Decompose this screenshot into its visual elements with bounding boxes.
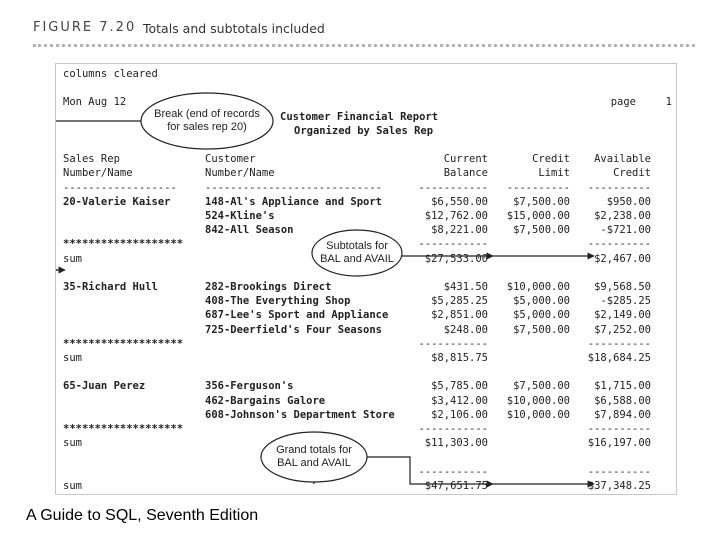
row-customer: 687-Lee's Sport and Appliance	[205, 309, 389, 322]
row-customer: 725-Deerfield's Four Seasons	[205, 323, 383, 336]
row-limit: $10,000.00	[506, 408, 570, 421]
sum-label: sum	[63, 437, 82, 450]
subtotal-dash-avail: ----------	[587, 423, 651, 435]
header-avail-line2: Credit	[613, 167, 651, 180]
subtotal-balance: $11,303.00	[424, 437, 488, 450]
row-balance: $2,851.00	[431, 309, 488, 322]
grand-total-balance: $47,651.75	[424, 479, 488, 492]
row-customer: 842-All Season	[205, 224, 294, 237]
group-rep-name: 35-Richard Hull	[63, 281, 158, 293]
row-avail: -$285.25	[600, 295, 651, 308]
break-stars: *******************	[63, 238, 184, 251]
group-rep-name: 20-Valerie Kaiser	[63, 195, 171, 208]
row-limit: $7,500.00	[513, 380, 570, 393]
row-customer: 608-Johnson's Department Store	[205, 408, 395, 421]
report-date: Mon Aug 12	[63, 96, 127, 109]
subtotals-callout-line2: BAL and AVAIL	[320, 253, 394, 265]
report-title-line1: Customer Financial Report	[280, 110, 439, 123]
subtotal-dash-avail: ----------	[587, 337, 651, 350]
header-limit-line1: Credit	[532, 153, 570, 166]
row-customer: 148-Al's Appliance and Sport	[205, 195, 383, 208]
header-customer-line1: Customer	[205, 153, 256, 166]
header-rep-line1: Sales Rep	[63, 153, 120, 166]
header-avail-line1: Available	[594, 153, 651, 166]
row-limit: $7,500.00	[513, 323, 570, 336]
row-avail: $950.00	[606, 195, 651, 208]
footer-caption: A Guide to SQL, Seventh Edition	[26, 507, 259, 524]
row-avail: $9,568.50	[594, 281, 651, 293]
row-avail: $7,252.00	[594, 323, 651, 336]
grand-sum-label: sum	[63, 479, 82, 492]
row-customer: 462-Bargains Galore	[205, 394, 326, 407]
row-customer: 408-The Everything Shop	[205, 295, 351, 308]
dash-rep: ------------------	[63, 181, 177, 194]
sum-label: sum	[63, 252, 82, 265]
sum-label: sum	[63, 352, 82, 364]
group-rep-name: 65-Juan Perez	[63, 380, 146, 393]
grand-callout	[261, 444, 367, 470]
dash-avail: ----------	[587, 181, 651, 194]
row-balance: $248.00	[443, 323, 488, 336]
row-balance: $431.50	[443, 281, 488, 293]
row-avail: $2,149.00	[594, 309, 651, 322]
grand-callout-line2: BAL and AVAIL	[277, 457, 351, 469]
row-customer: 524-Kline's	[205, 210, 275, 222]
dash-limit: ----------	[506, 181, 570, 194]
subtotal-dash-balance: -----------	[418, 238, 488, 251]
dash-customer: ----------------------------	[205, 181, 383, 194]
header-rep-line2: Number/Name	[63, 167, 133, 180]
row-limit: $10,000.00	[506, 281, 570, 293]
report-top-line: columns cleared	[63, 68, 158, 80]
row-avail: $7,894.00	[594, 408, 651, 421]
figure-header	[33, 20, 698, 52]
subtotal-balance: $8,815.75	[431, 352, 488, 364]
figure-label: FIGURE 7.20	[33, 20, 137, 35]
subtotal-dash-balance: -----------	[418, 337, 488, 350]
row-limit: $5,000.00	[513, 295, 570, 308]
row-avail: $6,588.00	[594, 394, 651, 407]
report-title-line2: Organized by Sales Rep	[294, 124, 434, 137]
break-callout-line2: for sales rep 20)	[167, 121, 247, 133]
row-avail: $2,238.00	[594, 210, 651, 222]
row-limit: $7,500.00	[513, 195, 570, 208]
row-customer: 282-Brookings Direct	[205, 281, 332, 293]
report-page-number: 1	[665, 96, 672, 109]
row-avail: -$721.00	[600, 224, 651, 237]
header-balance-line1: Current	[443, 153, 488, 166]
grand-callout-line1: Grand totals for	[276, 444, 352, 456]
subtotal-avail: $18,684.25	[587, 352, 651, 364]
subtotals-callout-line1: Subtotals for	[326, 240, 388, 252]
row-limit: $7,500.00	[513, 224, 570, 237]
row-balance: $5,785.00	[431, 380, 488, 393]
grand-dash-balance: -----------	[418, 465, 488, 478]
header-limit-line2: Limit	[538, 167, 570, 180]
header-customer-line2: Number/Name	[205, 167, 275, 180]
dotted-divider	[33, 44, 695, 47]
subtotal-dash-avail: ----------	[587, 238, 651, 251]
row-balance: $8,221.00	[431, 224, 488, 237]
row-balance: $12,762.00	[424, 210, 488, 222]
row-balance: $6,550.00	[431, 195, 488, 208]
row-avail: $1,715.00	[594, 380, 651, 393]
report-output	[55, 63, 677, 495]
row-balance: $3,412.00	[431, 394, 488, 407]
subtotal-balance: $27,533.00	[424, 252, 488, 265]
subtotal-avail: $2,467.00	[594, 252, 651, 265]
subtotals-callout	[312, 240, 402, 266]
subtotal-dash-balance: -----------	[418, 423, 488, 435]
subtotal-avail: $16,197.00	[587, 437, 651, 450]
grand-total-avail: $37,348.25	[587, 479, 651, 492]
row-limit: $15,000.00	[506, 210, 570, 222]
row-balance: $2,106.00	[431, 408, 488, 421]
row-limit: $5,000.00	[513, 309, 570, 322]
row-balance: $5,285.25	[431, 295, 488, 308]
dash-balance: -----------	[418, 181, 488, 194]
break-callout	[144, 108, 270, 134]
header-balance-line2: Balance	[443, 167, 488, 180]
break-stars: *******************	[63, 337, 184, 350]
break-callout-line1: Break (end of records	[154, 108, 260, 120]
figure-title: Totals and subtotals included	[143, 21, 325, 36]
break-arrow	[56, 121, 141, 270]
break-stars: *******************	[63, 423, 184, 435]
row-customer: 356-Ferguson's	[205, 380, 294, 393]
grand-dash-avail: ----------	[587, 465, 651, 478]
row-limit: $10,000.00	[506, 394, 570, 407]
report-page-label: page	[610, 96, 636, 109]
